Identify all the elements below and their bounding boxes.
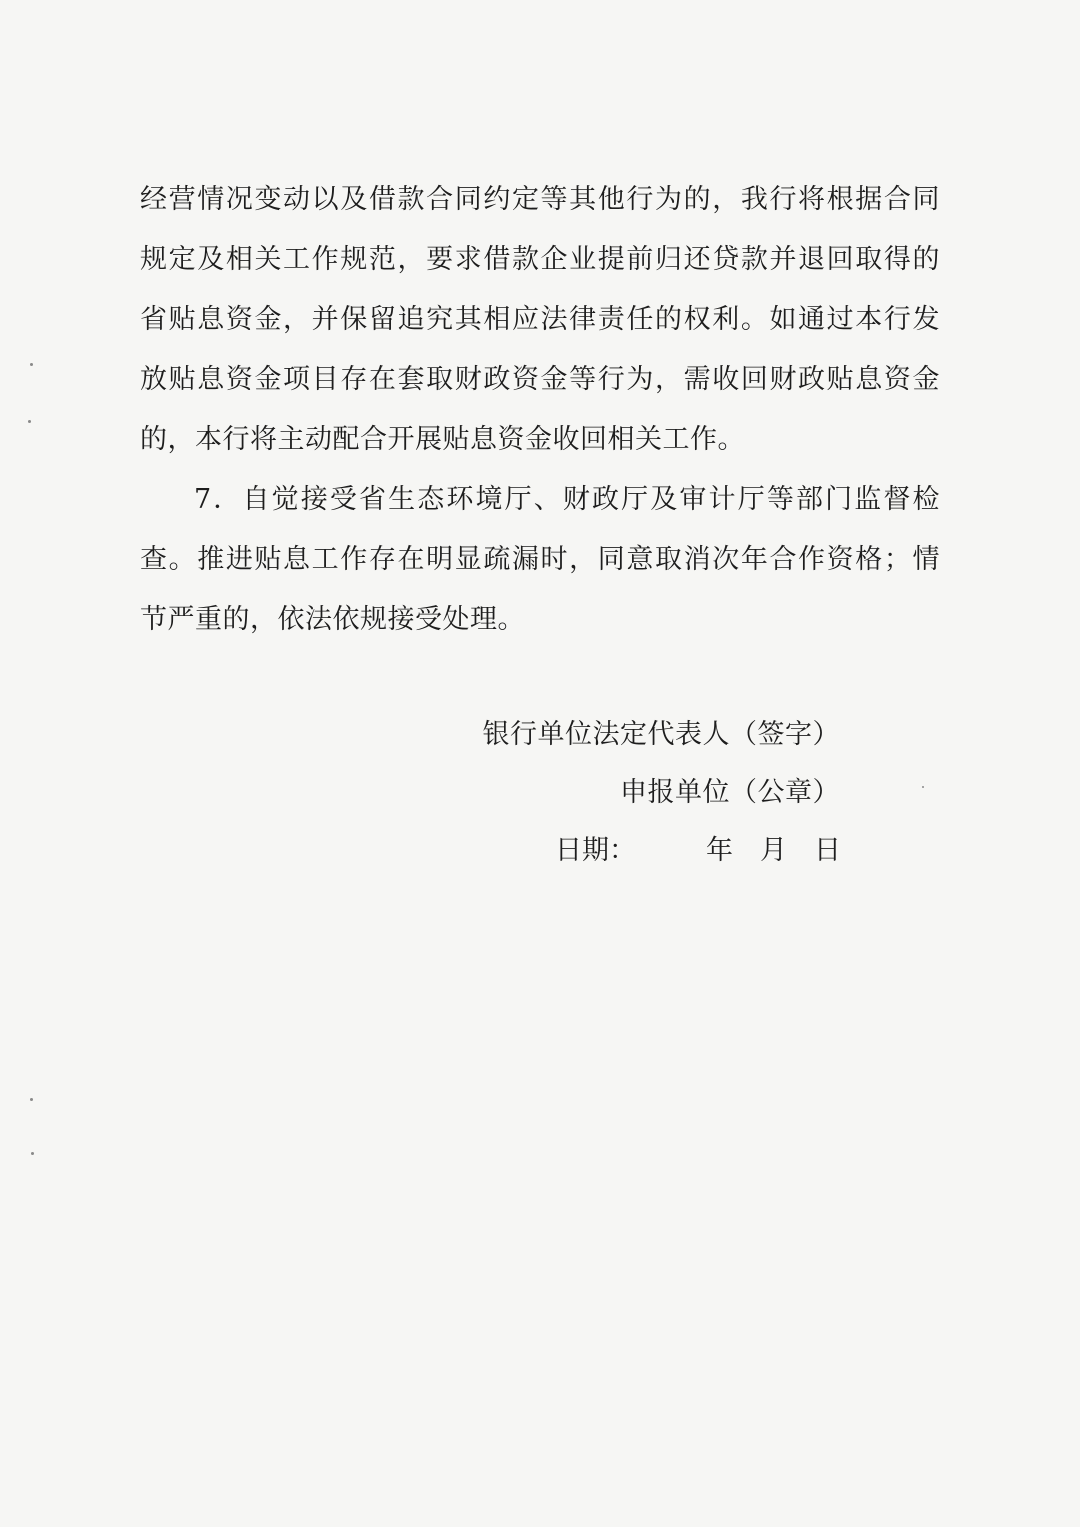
scan-speck [30,363,33,366]
scan-speck [922,786,924,788]
document-body [140,170,940,650]
scan-speck [31,1152,34,1155]
paragraph-commitment-6 [140,170,940,470]
text-line: 节严重的，依法依规接受处理。 [140,604,525,635]
paragraph-commitment-7 [140,470,940,650]
date-line [0,822,840,880]
text-line: 的，本行将主动配合开展贴息资金收回相关工作。 [140,424,745,455]
date-year-label: 年 [706,835,733,866]
text-line: 7．自觉接受省生态环境厅、财政厅及审计厅等部门监督检 [194,484,940,515]
text-line: 查。推进贴息工作存在明显疏漏时，同意取消次年合作资格；情 [140,544,940,575]
unit-seal-label: 申报单位（公章） [620,777,840,808]
date-month-label: 月 [760,835,787,866]
signature-block [0,706,840,880]
scan-speck [28,420,31,423]
date-label: 日期： [555,835,636,866]
text-line: 省贴息资金，并保留追究其相应法律责任的权利。如通过本行发 [140,304,940,335]
representative-signature-label: 银行单位法定代表人（签字） [482,719,840,750]
text-line: 放贴息资金项目存在套取财政资金等行为，需收回财政贴息资金 [140,364,940,395]
text-line: 规定及相关工作规范，要求借款企业提前归还贷款并退回取得的 [140,244,940,275]
date-day-label: 日 [814,835,841,866]
text-line: 经营情况变动以及借款合同约定等其他行为的，我行将根据合同 [140,184,940,215]
scan-speck [30,1098,33,1101]
